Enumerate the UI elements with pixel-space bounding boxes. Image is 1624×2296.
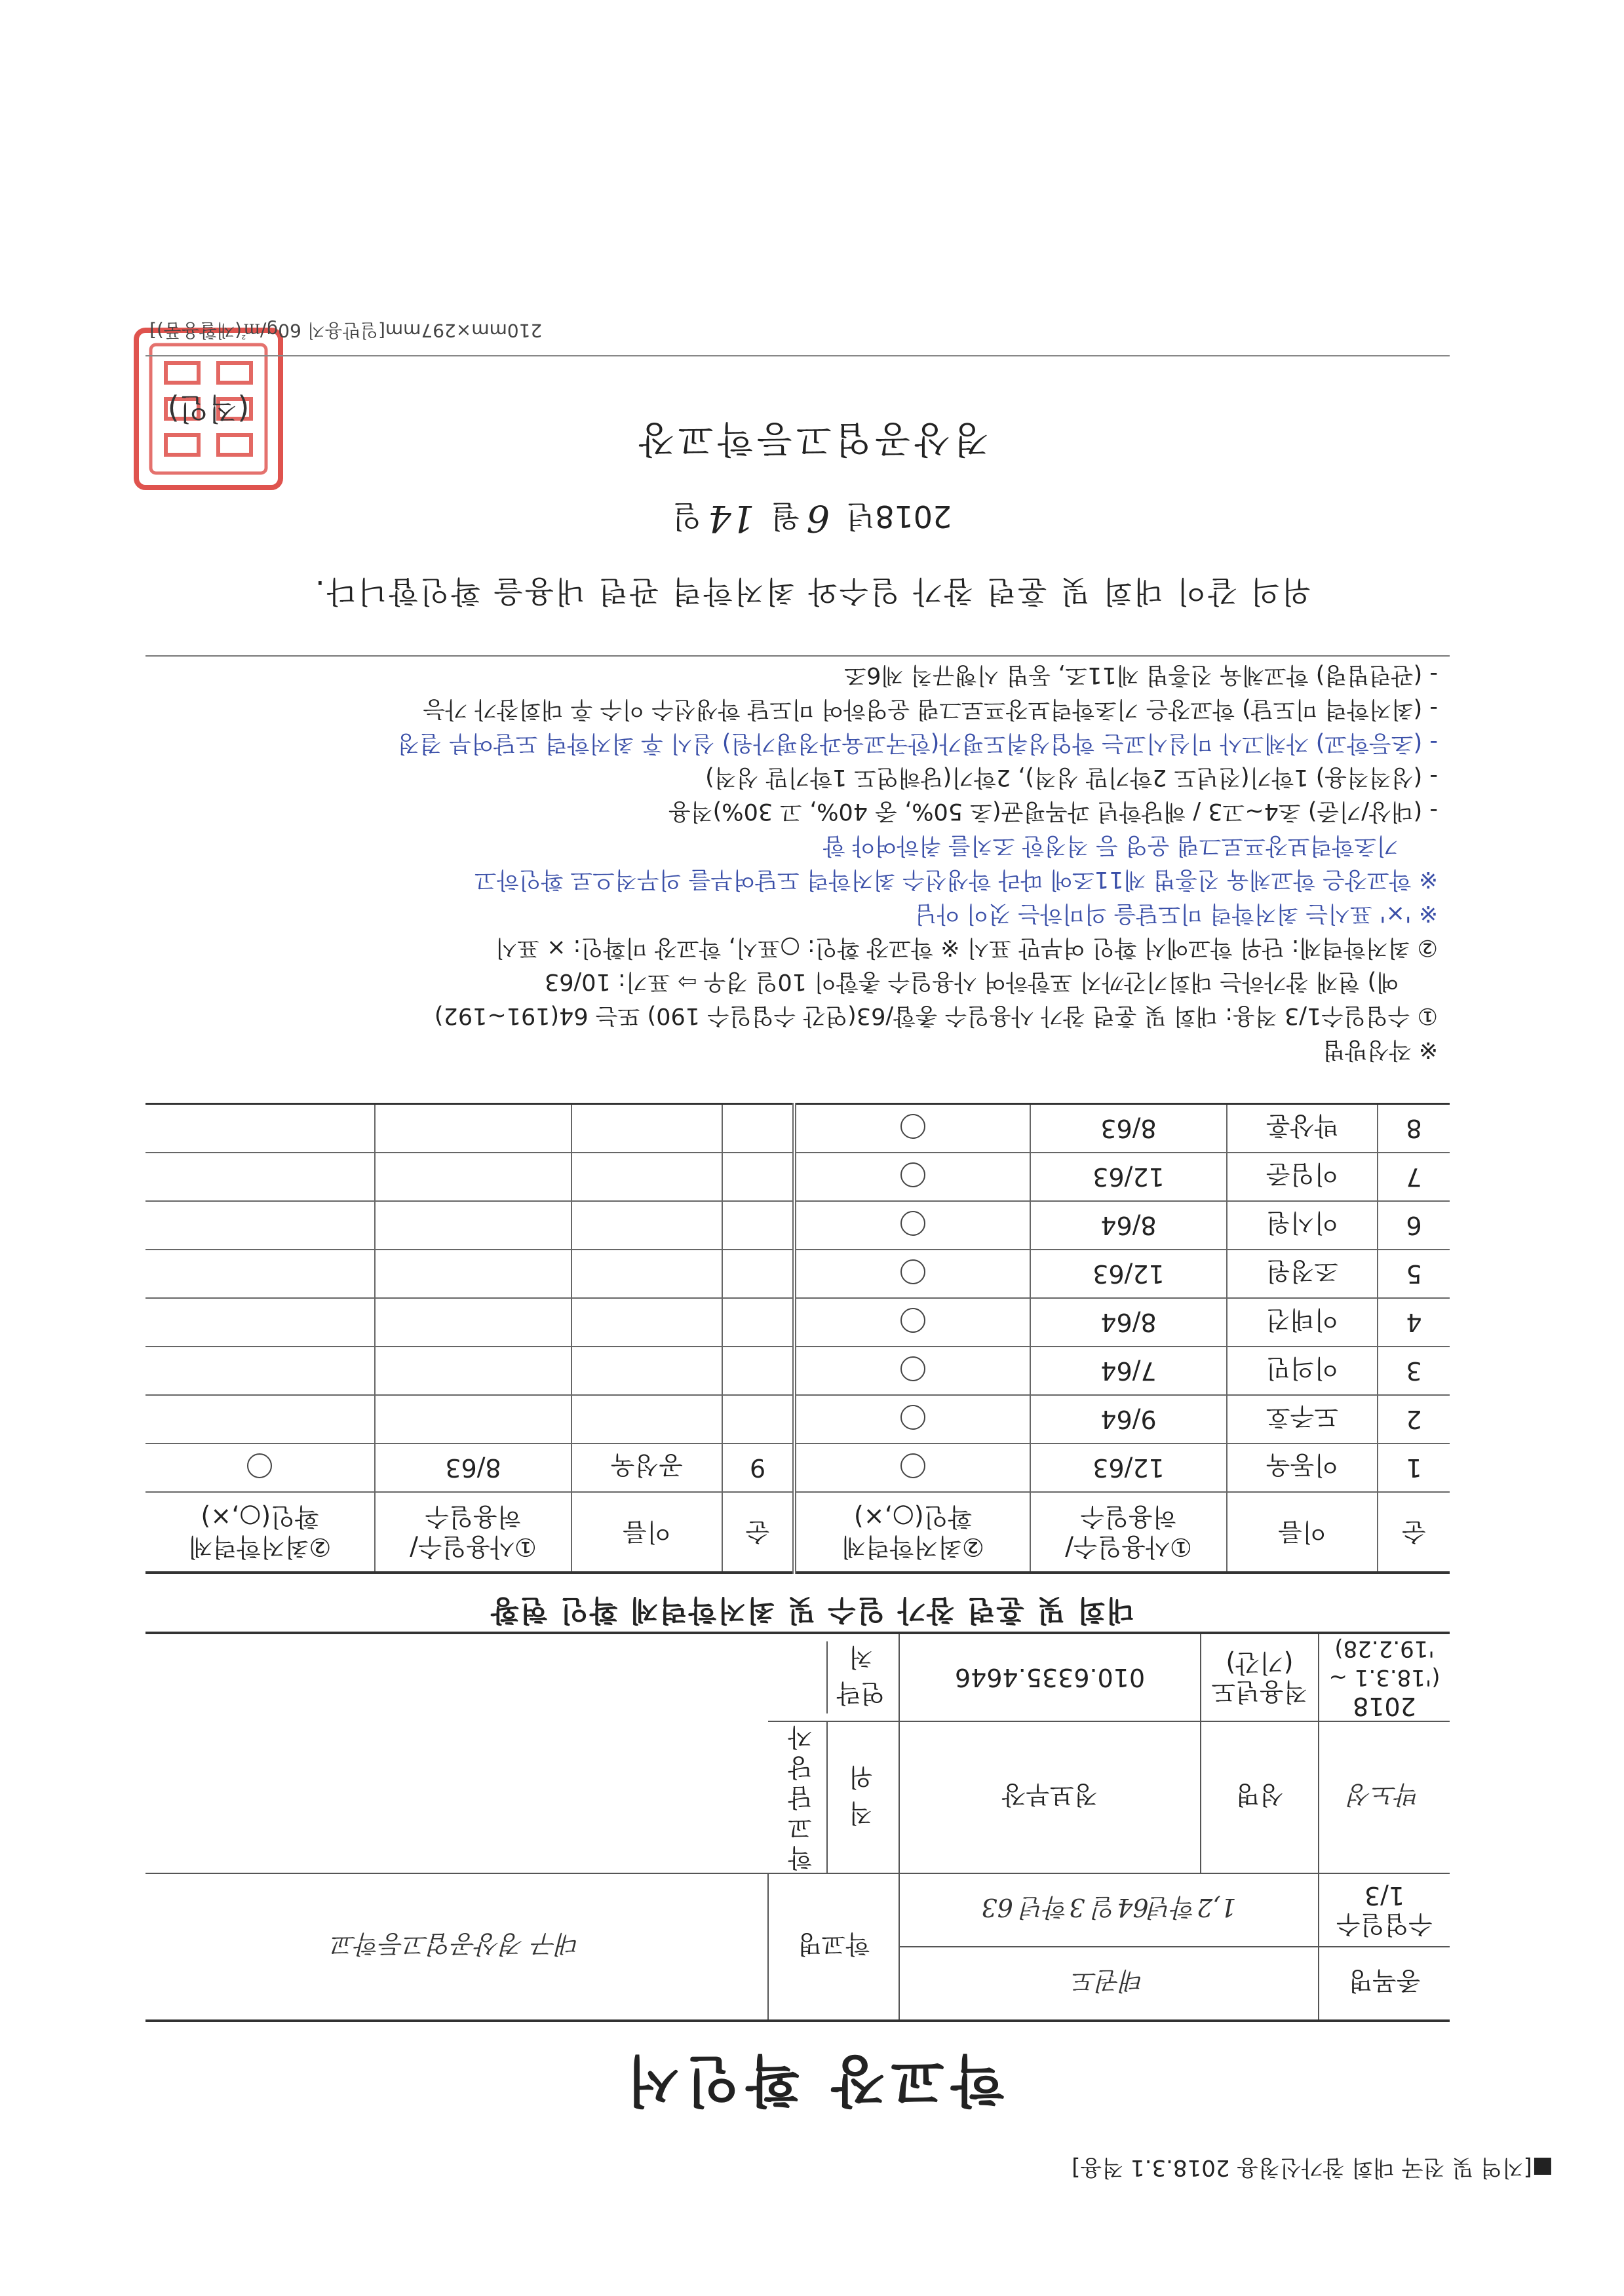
check-circle-icon [248, 1454, 273, 1479]
table-row [145, 1104, 1450, 1153]
period-range: ('18.3.1 ~ '19.2.28) [1328, 1636, 1440, 1691]
seal-label: (직인) [167, 391, 250, 427]
row-no: 7 [1378, 1153, 1450, 1201]
document-title: 학교장 확인서 [619, 2048, 1005, 2113]
footer-divider [145, 355, 1450, 356]
name-value: 박노성 [1348, 1780, 1421, 1810]
table-row [145, 1201, 1450, 1250]
position-label-cell [768, 1721, 899, 1873]
row-no: 1 [1378, 1444, 1450, 1492]
school-value: 대구 경상공업고등학교 [145, 1873, 768, 2021]
school-info-table [145, 1632, 1450, 2022]
row-name: 이의민 [1227, 1347, 1378, 1395]
col-check-left: ②최저학력제 확인(○,×) [794, 1492, 1030, 1573]
row-check [794, 1395, 1030, 1444]
table-row [145, 1444, 1450, 1492]
row-days: 9/64 [1030, 1395, 1227, 1444]
check-circle-icon [900, 1260, 925, 1285]
event-label: 종목명 [1319, 1947, 1450, 2021]
date-month: 6 [806, 497, 830, 539]
note-line: ② 최저학력제: 단위 학교에서 확인 여부만 표시 ※ 학교장 확인: ○표시, 학교장 미확인: × 표시 [495, 934, 1438, 961]
date-day: 14 [708, 497, 755, 539]
row-name: 이임준 [1227, 1153, 1378, 1201]
row-no: 2 [1378, 1395, 1450, 1444]
table-row [145, 1395, 1450, 1444]
staff-label: 학교 담당자 [773, 1722, 827, 1873]
check-circle-icon [900, 1357, 925, 1382]
paper-spec: 210mm×297mm[일반용지 60g/㎡(재활용품)] [149, 320, 543, 341]
note-line: 예) 현재 참가하는 대회기간까지 포함하여 사용일수 총합이 10일 경우 ⇨ 표기: 10/63 [544, 968, 1399, 995]
table-row [145, 1250, 1450, 1298]
row-days: 12/63 [1030, 1153, 1227, 1201]
check-circle-icon [900, 1454, 925, 1479]
note-line: - (대상/기준) 초4~고3 / 해당학년 과목평균(초 50%, 중 40%, 고 30%)적용 [668, 798, 1438, 824]
row-name: 공성욱 [571, 1444, 722, 1492]
check-circle-icon [900, 1212, 925, 1236]
divider [145, 655, 1450, 657]
name-label: 성명 [1201, 1721, 1319, 1873]
row-days: 7/64 [1030, 1347, 1227, 1395]
phone-label-cell [768, 1633, 899, 1721]
note-line: ① 수업일수1/3 적용: 대회 및 훈련 참가 사용일수 총합/63(연간 수업일수 190) 또는 64(191~192) [434, 1003, 1438, 1029]
col-days-right: ①사용일수/ 허용일수 [375, 1492, 571, 1573]
period-value-cell [1319, 1633, 1450, 1721]
col-name-right: 이름 [571, 1492, 722, 1573]
row-name: 조정원 [1227, 1250, 1378, 1298]
attendance-label: 수업일수 1/3 [1319, 1873, 1450, 1947]
row-check [794, 1298, 1030, 1347]
row-name: 이동욱 [1227, 1444, 1378, 1492]
check-circle-icon [900, 1163, 925, 1188]
col-check-right: ②최저학력제 확인(○,×) [145, 1492, 375, 1573]
row-name: 이태건 [1227, 1298, 1378, 1347]
note-line: - (성적적용) 1학기(전년도 2학기말 성적), 2학기(당해연도 1학기말 성적) [705, 764, 1438, 790]
check-circle-icon [900, 1309, 925, 1333]
header-note: ■[지역 및 전국 대회 참가신청용 2018.3.1 적용] [1072, 2154, 1553, 2181]
notes-head: ※ 작성방법 [1323, 1037, 1438, 1063]
attendance-value: 1,2학년64일 3학년 63 [899, 1873, 1319, 1947]
row-days: 8/63 [1030, 1104, 1227, 1153]
date-year: 2018년 [845, 499, 952, 534]
col-no-left: 순 [1378, 1492, 1450, 1573]
row-no: 3 [1378, 1347, 1450, 1395]
row-days: 8/64 [1030, 1201, 1227, 1250]
row-days: 12/63 [1030, 1444, 1227, 1492]
row-check [794, 1153, 1030, 1201]
phone-value: 010.6335.4646 [899, 1633, 1201, 1721]
col-no-right: 순 [722, 1492, 794, 1573]
position-value: 정보부장 [899, 1721, 1201, 1873]
note-line: - (최저학력 미도달) 학교장은 기초학력보장프로그램 운영하여 미도달 학생선수 이수 후 대회참가 가능 [423, 696, 1438, 722]
row-no: 8 [1378, 1104, 1450, 1153]
row-no: 6 [1378, 1201, 1450, 1250]
row-days: 12/63 [1030, 1250, 1227, 1298]
row-check [794, 1444, 1030, 1492]
phone-label: 연락처 [836, 1643, 885, 1708]
col-name-left: 이름 [1227, 1492, 1378, 1573]
period-label: 적용년도 (기간) [1201, 1633, 1319, 1721]
event-value: 태권도 [899, 1947, 1319, 2021]
table-row [145, 1153, 1450, 1201]
confirmation-text: 위의 같이 대회 및 훈련 참가 일수와 최저학력 관련 내용을 확인합니다. [313, 574, 1311, 609]
note-line: ※ '×' 표시는 최저학력 미도달을 의미하는 것이 아님 [914, 900, 1438, 927]
position-label: 직 위 [848, 1763, 873, 1827]
position-value-cell [1319, 1721, 1450, 1873]
col-days-left: ①사용일수/ 허용일수 [1030, 1492, 1227, 1573]
principal-name: 경상공업고등학교장 [634, 417, 990, 460]
table-row [145, 1298, 1450, 1347]
row-days: 8/63 [375, 1444, 571, 1492]
row-no: 9 [722, 1444, 794, 1492]
period-year: 2018 [1353, 1692, 1416, 1721]
roster-header-row [145, 1492, 1450, 1573]
row-name: 도주호 [1227, 1395, 1378, 1444]
note-line: - (초등학교) 자체고사 미실시교는 학업성취도평가(한국교육과정평가원) 실시 후 최저학력 도달여부 결정 [397, 730, 1438, 756]
row-no: 4 [1378, 1298, 1450, 1347]
note-line: ※ 학교장은 학교체육 진흥법 제11조에 따라 학생선수 최저학력 도달여부를 의무적으로 확인하고 [474, 866, 1438, 892]
date-month-unit: 월 [771, 499, 800, 534]
school-label: 학교명 [768, 1873, 899, 2021]
row-check [145, 1444, 375, 1492]
check-circle-icon [900, 1406, 925, 1430]
date-day-unit: 일 [672, 499, 702, 534]
note-line: - (관련법령) 학교체육 진흥법 제11조, 동법 시행규칙 제6조 [844, 662, 1438, 688]
row-check [794, 1104, 1030, 1153]
instructions [153, 658, 1438, 1067]
row-no: 5 [1378, 1250, 1450, 1298]
row-check [794, 1347, 1030, 1395]
row-check [794, 1250, 1030, 1298]
row-days: 8/64 [1030, 1298, 1227, 1347]
roster-table [145, 1103, 1450, 1574]
table-row [145, 1347, 1450, 1395]
row-check [794, 1201, 1030, 1250]
check-circle-icon [900, 1115, 925, 1139]
note-line: 기초학력보장프로그램 운영 등 적정한 조치를 취하여야 함 [822, 832, 1399, 858]
row-name: 이시원 [1227, 1201, 1378, 1250]
roster-title: 대회 및 훈련 참가 일수 및 최저학력제 확인 현황 [489, 1594, 1135, 1627]
row-name: 박상훈 [1227, 1104, 1378, 1153]
